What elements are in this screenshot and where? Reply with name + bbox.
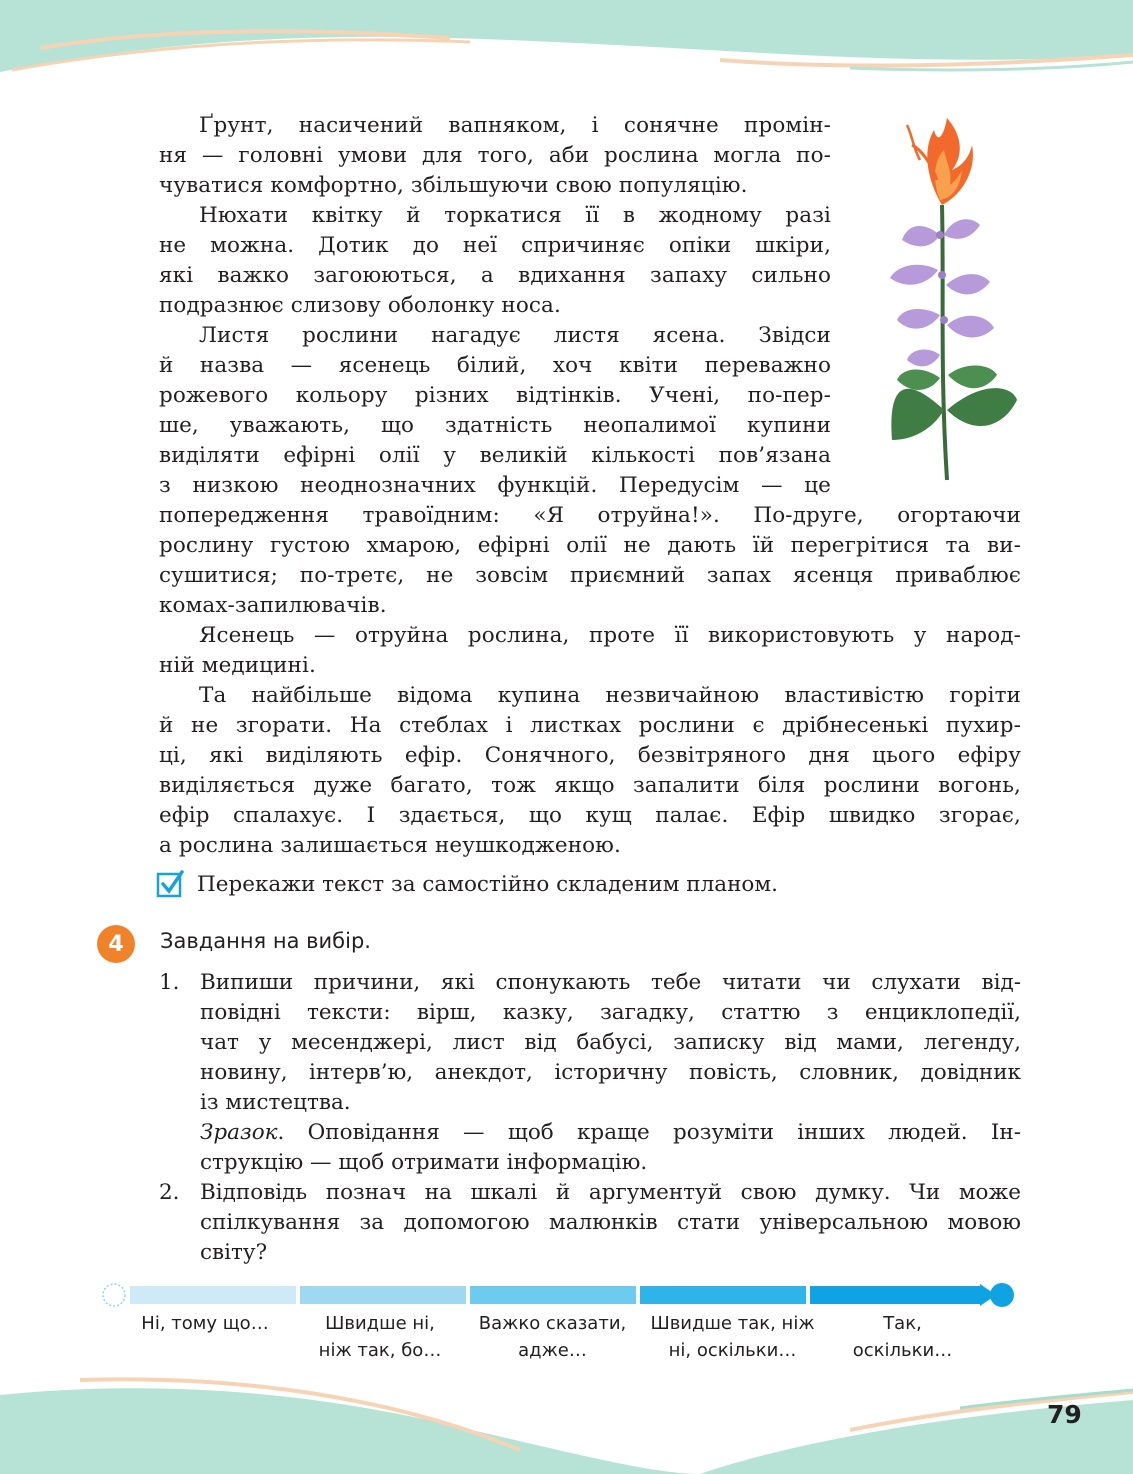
text-line: й не згорати. На стеблах і листках рослини є дрібнесенькі пухир- bbox=[159, 713, 1021, 738]
text-line: Відповідь познач на шкалі й аргументуй свою думку. Чи може bbox=[200, 1180, 1021, 1205]
text-line: світу? bbox=[200, 1240, 268, 1265]
text-line: із мистецтва. bbox=[200, 1090, 351, 1115]
text-line: Та найбільше відома купина незвичайною властивістю горіти bbox=[199, 683, 1021, 708]
text-line: ній медицині. bbox=[159, 653, 316, 678]
text-line: а рослина залишається неушкодженою. bbox=[159, 833, 621, 858]
list-item bbox=[159, 968, 1021, 1178]
scale-segment bbox=[300, 1286, 466, 1304]
text-line: які важко загоюються, а вдихання запаху сильно bbox=[159, 263, 831, 288]
paragraph-2 bbox=[159, 201, 831, 321]
list-item bbox=[159, 1178, 1021, 1268]
scale-label-rather-no: Швидше ні, ніж так, бо… bbox=[318, 1313, 442, 1361]
item-number: 1. bbox=[159, 970, 180, 995]
text-line: чат у месенджері, лист від бабусі, записку від мами, легенду, bbox=[200, 1030, 1021, 1055]
paragraph-5 bbox=[159, 681, 1021, 861]
scale-end-point bbox=[990, 1283, 1014, 1307]
text-line: попередження травоїдним: «Я отруйна!». По-друге, огортаючи bbox=[159, 503, 1021, 528]
sample-label: Зразок bbox=[200, 1120, 278, 1145]
scale-segment bbox=[810, 1286, 980, 1304]
text-line: й назва — ясенець білий, хоч квіти переважно bbox=[159, 353, 831, 378]
scale-segment bbox=[640, 1286, 806, 1304]
text-line: чуватися комфортно, збільшуючи свою популяцію. bbox=[159, 173, 748, 198]
scale-label-rather-yes: Швидше так, ніж ні, оскільки… bbox=[650, 1313, 815, 1361]
text-line: Ясенець — отруйна рослина, проте її використовують у народ- bbox=[199, 623, 1021, 648]
text-line: Ґрунт, насичений вапняком, і сонячне промін- bbox=[199, 113, 831, 138]
text-line: подразнює слизову оболонку носа. bbox=[159, 293, 561, 318]
text-line: рожевого кольору різних відтінків. Учені, по-пер- bbox=[159, 383, 831, 408]
text-line: новину, інтерв’ю, анекдот, історичну повість, словник, довідник bbox=[200, 1060, 1021, 1085]
text-line: комах-запилювачів. bbox=[159, 593, 387, 618]
burning-bush-flower-illustration bbox=[852, 110, 1027, 485]
scale-segment bbox=[470, 1286, 636, 1304]
task-list bbox=[159, 968, 1021, 1268]
page-number: 79 bbox=[1047, 1400, 1082, 1429]
text-line: . Оповідання — щоб краще розуміти інших людей. Ін- bbox=[277, 1120, 1021, 1145]
text-line: ефір спалахує. І здається, що кущ палає. Ефір швидко згорає, bbox=[159, 803, 1021, 828]
scale-label-no: Ні, тому що… bbox=[141, 1313, 269, 1334]
text-line: ше, уважають, що здатність неопалимої купини bbox=[159, 413, 831, 438]
text-line: виділяється дуже багато, тож якщо запалити біля рослини вогонь, bbox=[159, 773, 1021, 798]
paragraph-1 bbox=[159, 111, 831, 201]
scale-labels bbox=[120, 1310, 1000, 1370]
text-line: ня — головні умови для того, аби рослина могла по- bbox=[159, 143, 831, 168]
scale-start-point bbox=[103, 1284, 125, 1306]
text-line: Випиши причини, які спонукають тебе читати чи слухати від- bbox=[200, 970, 1021, 995]
opinion-scale bbox=[100, 1278, 1020, 1312]
text-line: повідні тексти: вірш, казку, загадку, статтю з енциклопедії, bbox=[200, 1000, 1021, 1025]
paragraph-4 bbox=[159, 621, 1021, 681]
text-line: рослину густою хмарою, ефірні олії не дають їй перегрітися та ви- bbox=[159, 533, 1021, 558]
retell-task-text: Перекажи текст за самостійно складеним планом. bbox=[197, 871, 778, 897]
text-line: Нюхати квітку й торкатися її в жодному разі bbox=[199, 203, 831, 228]
text-line: з низкою неоднозначних функцій. Передусім — це bbox=[159, 473, 831, 498]
scale-label-yes: Так, оскільки… bbox=[852, 1313, 953, 1361]
task-number-badge: 4 bbox=[97, 925, 135, 963]
text-line: спілкування за допомогою малюнків стати універсальною мовою bbox=[200, 1210, 1021, 1235]
text-line: сушитися; по-третє, не зовсім приємний запах ясенця приваблює bbox=[159, 563, 1021, 588]
bottom-decoration bbox=[0, 1370, 1133, 1474]
checkbox-icon bbox=[155, 869, 185, 899]
scale-label-hard-to-say: Важко сказати, адже… bbox=[478, 1313, 627, 1361]
text-line: не можна. Дотик до неї спричиняє опіки шкіри, bbox=[159, 233, 831, 258]
task-title: Завдання на вибір. bbox=[160, 929, 371, 953]
text-line: струкцію — щоб отримати інформацію. bbox=[200, 1150, 648, 1175]
retell-task bbox=[155, 868, 778, 900]
text-line: Листя рослини нагадує листя ясена. Звідси bbox=[199, 323, 831, 348]
item-number: 2. bbox=[159, 1180, 180, 1205]
text-line: виділяти ефірні олії у великій кількості пов’язана bbox=[159, 443, 831, 468]
top-decoration bbox=[0, 0, 1133, 90]
scale-segment bbox=[130, 1286, 296, 1304]
text-line: ці, які виділяють ефір. Сонячного, безвітряного дня цього ефіру bbox=[159, 743, 1021, 768]
